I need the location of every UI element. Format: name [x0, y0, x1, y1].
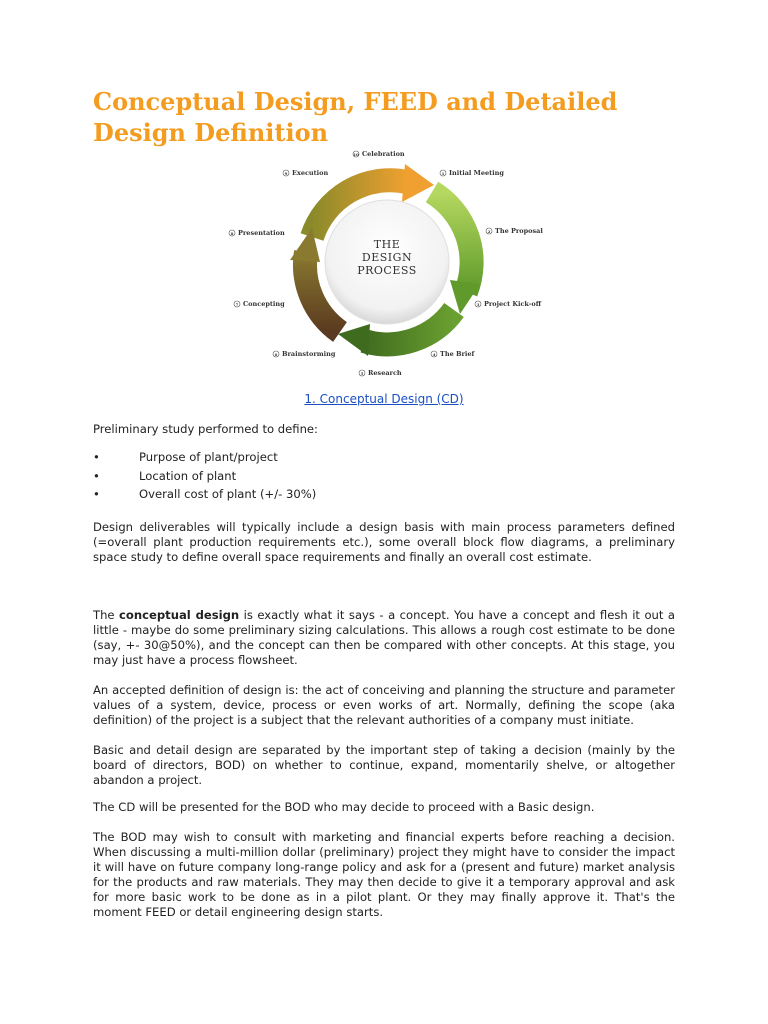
stage-number: 7	[235, 302, 239, 307]
design-process-diagram	[222, 142, 552, 382]
paragraph-deliverables: Design deliverables will typically include a design basis with main process parameters defined (=overall plant production requirements etc.), some overall block flow diagrams, a preliminary space study to define overall space requirements and finally an overall cost estimate.	[93, 520, 675, 564]
stage-initial-meeting	[440, 169, 504, 177]
list-item-text: Purpose of plant/project	[139, 450, 278, 464]
text-run: is exactly what it says - a concept. You have a concept and flesh it out a little - maybe do some preliminary sizing calculations. This allows a rough cost estimate to be done (say, +- 30@50%), and the concept can then be compared with other concepts. At this stage, you may just have a process flowsheet.	[93, 608, 675, 667]
stage-label: The Proposal	[495, 227, 543, 235]
stage-the-proposal	[486, 227, 543, 235]
stage-label: Celebration	[362, 150, 405, 158]
bullet-dot: •	[93, 450, 100, 464]
intro-text: Preliminary study performed to define:	[93, 422, 318, 436]
stage-concepting	[234, 300, 285, 308]
list-item	[93, 469, 673, 488]
center-line-2: DESIGN	[361, 251, 413, 264]
bullet-dot: •	[93, 487, 100, 501]
stage-execution	[283, 169, 328, 177]
bullet-dot: •	[93, 468, 100, 483]
stage-label: Initial Meeting	[449, 169, 504, 177]
section-heading-link[interactable]: 1. Conceptual Design (CD)	[304, 392, 464, 406]
paragraph-design-definition: An accepted definition of design is: the act of conceiving and planning the structure and parameter values of a system, device, process or even works of art. Normally, defining the scope (aka definition) of the project is a subject that the relevant authorities of a company must initiate.	[93, 683, 675, 727]
stage-label: Presentation	[238, 229, 285, 237]
stage-number: 2	[487, 229, 491, 234]
stage-number: 9	[284, 171, 288, 176]
stage-label: The Brief	[440, 350, 475, 358]
paragraph-bod-consult: The BOD may wish to consult with marketing and financial experts before reaching a decision. When discussing a multi-million dollar (preliminary) project they might have to consider the impact it will have on future company long-range policy and ask for a (present and future) market analysis for the products and raw materials. They may then decide to give it a temporary approval and ask for more basic work to be done as in a pilot plant. Or they may finally approve it. That's the moment FEED or detail engineering design starts.	[93, 830, 675, 919]
stage-research	[359, 369, 402, 377]
stage-number: 6	[274, 352, 278, 357]
center-line-1: THE	[373, 238, 401, 251]
stage-number: 3	[476, 302, 480, 307]
stage-brainstorming	[273, 350, 336, 358]
stage-the-brief	[431, 350, 475, 358]
stage-project-kickoff	[475, 300, 542, 308]
list-item-text: Overall cost of plant (+/- 30%)	[139, 487, 317, 501]
stage-label: Project Kick-off	[484, 300, 542, 308]
paragraph-basic-detail: Basic and detail design are separated by the important step of taking a decision (mainly by the board of directors, BOD) on whether to continue, expand, momentarily shelve, or altogether abandon a project.	[93, 743, 675, 787]
center-line-3: PROCESS	[357, 264, 417, 277]
list-item-text: Location of plant	[139, 468, 237, 483]
stage-label: Research	[368, 369, 402, 377]
stage-number: 1	[441, 171, 445, 176]
bullet-list	[93, 450, 673, 506]
bold-term: conceptual design	[119, 608, 240, 622]
stage-label: Brainstorming	[282, 350, 336, 358]
stage-number: 5	[360, 371, 364, 376]
list-item	[93, 450, 673, 469]
paragraph-conceptual-design	[93, 608, 675, 668]
stage-presentation	[229, 229, 285, 237]
stage-label: Execution	[292, 169, 329, 177]
page-title: Conceptual Design, FEED and Detailed Design Definition	[93, 87, 618, 147]
stage-number: 10	[353, 152, 359, 157]
stage-celebration	[353, 150, 405, 158]
stage-number: 4	[432, 352, 436, 357]
stage-label: Concepting	[243, 300, 285, 308]
stage-number: 8	[230, 231, 234, 236]
paragraph-cd-bod: The CD will be presented for the BOD who may decide to proceed with a Basic design.	[93, 800, 595, 814]
text-run: The	[93, 608, 120, 622]
list-item	[93, 487, 673, 506]
